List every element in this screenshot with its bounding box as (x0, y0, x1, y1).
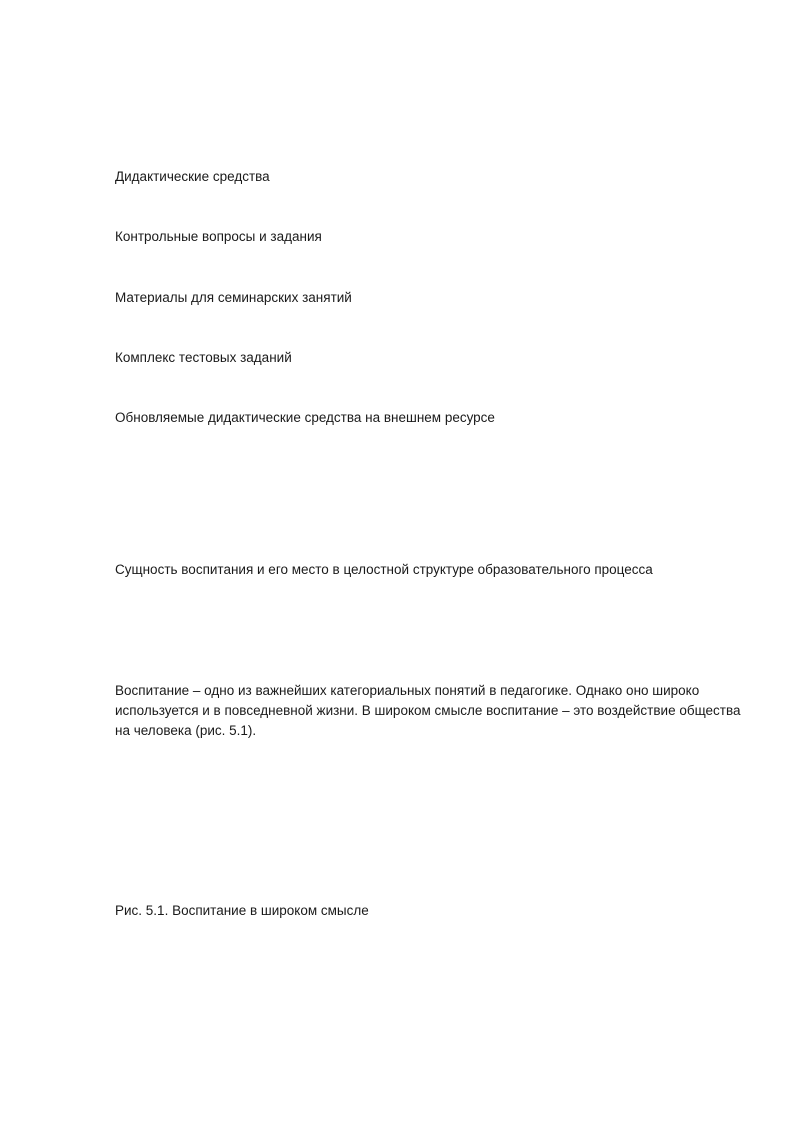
document-item-control-questions: Контрольные вопросы и задания (115, 229, 322, 244)
document-item-test-tasks: Комплекс тестовых заданий (115, 350, 292, 365)
document-item-external-resource: Обновляемые дидактические средства на внешнем ресурсе (115, 410, 495, 425)
document-item-seminar-materials: Материалы для семинарских занятий (115, 290, 352, 305)
section-heading: Сущность воспитания и его место в целостной структуре образовательного процесса (115, 562, 653, 577)
document-item-didactic-tools: Дидактические средства (115, 169, 270, 184)
body-paragraph: Воспитание – одно из важнейших категориальных понятий в педагогике. Однако оно широко используется и в повседневной жизни. В широком смысле воспитание – это воздействие общества на человека (рис. 5.1). (115, 683, 741, 738)
figure-caption: Рис. 5.1. Воспитание в широком смысле (115, 903, 369, 918)
